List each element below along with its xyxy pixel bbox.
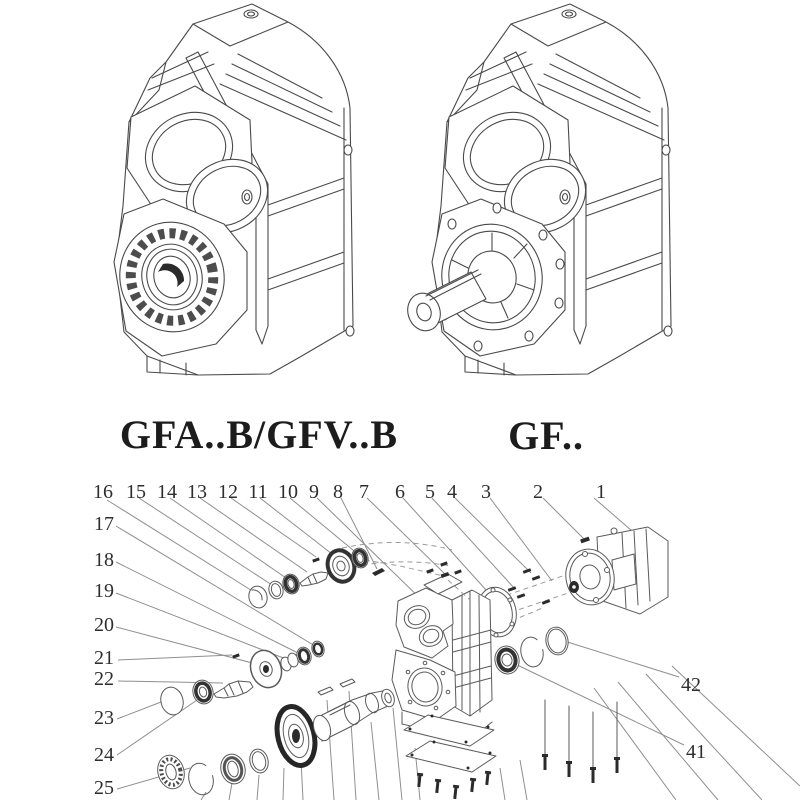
part-ball-bearing-25 (154, 752, 188, 792)
callout-41: 41 (686, 741, 706, 763)
callout-17: 17 (94, 513, 114, 535)
callout-5: 5 (425, 481, 435, 503)
part-circlip-motor-side (518, 635, 546, 669)
part-seal-output (218, 751, 249, 786)
part-housing (392, 561, 492, 740)
right-filler-plug-icon (562, 10, 576, 18)
part-studs (508, 568, 551, 605)
callout-13: 13 (187, 481, 207, 503)
part-circlip-output (185, 760, 216, 797)
caption-right-model: GF.. (508, 413, 584, 458)
callout-42: 42 (681, 674, 701, 696)
callout-12: 12 (218, 481, 238, 503)
callout-20: 20 (94, 614, 114, 636)
callout-22: 22 (94, 668, 114, 690)
left-rail-hole-bottom-icon (346, 326, 354, 336)
housing-side (452, 590, 492, 716)
callout-3: 3 (481, 481, 491, 503)
intermediate-shaft-assembly (158, 640, 326, 718)
part-cap-16 (246, 584, 269, 610)
part-oring-42 (543, 625, 570, 657)
part-spacer-output (247, 747, 271, 775)
figure-right-gear-unit (403, 4, 672, 375)
part-bolt-2 (580, 537, 590, 544)
callout-6: 6 (395, 481, 405, 503)
part-bearing-41 (492, 644, 521, 676)
callout-10: 10 (278, 481, 298, 503)
callout-9: 9 (309, 481, 319, 503)
output-shaft-assembly (154, 679, 396, 798)
callout-25: 25 (94, 777, 114, 799)
part-screw-21 (232, 653, 240, 658)
left-filler-plug-icon (244, 10, 258, 18)
figure-left-gear-unit (108, 4, 354, 375)
part-cover-bolts (416, 771, 491, 800)
part-key-a (318, 687, 333, 695)
callout-21: 21 (94, 647, 114, 669)
part-motor (561, 527, 668, 614)
part-key-b (340, 679, 355, 687)
part-through-bolts (542, 700, 620, 783)
part-pinion-shaft-22 (214, 681, 253, 698)
callout-24: 24 (94, 744, 114, 766)
right-rail-hole-bottom-icon (664, 326, 672, 336)
part-output-gear (271, 703, 320, 770)
motor-eyebolt-icon (611, 528, 617, 534)
motor-terminal-box (612, 554, 636, 590)
part-hollow-output-shaft (310, 688, 396, 743)
callout-16: 16 (93, 481, 113, 503)
part-gasket-lower (406, 741, 496, 773)
callout-18: 18 (94, 549, 114, 571)
callout-14: 14 (157, 481, 177, 503)
exploded-parts-diagram (93, 481, 800, 800)
callout-8: 8 (333, 481, 343, 503)
part-key-8 (372, 568, 385, 576)
part-seal-23 (158, 685, 186, 718)
callout-23: 23 (94, 707, 114, 729)
callout-1: 1 (596, 481, 606, 503)
input-shaft-assembly (246, 546, 370, 610)
callout-7: 7 (359, 481, 369, 503)
callout-19: 19 (94, 580, 114, 602)
part-bearing-14 (281, 572, 302, 595)
right-rail-hole-top-icon (662, 145, 670, 155)
callout-11: 11 (248, 481, 268, 503)
part-bearing-17 (310, 640, 326, 659)
callout-4: 4 (447, 481, 457, 503)
part-screw-12 (312, 557, 320, 562)
part-gasket-upper (404, 715, 494, 747)
callout-2: 2 (533, 481, 543, 503)
caption-left-model: GFA..B/GFV..B (119, 412, 399, 457)
part-pinion-shaft-13 (300, 572, 328, 586)
left-rail-hole-top-icon (344, 145, 352, 155)
callout-15: 15 (126, 481, 146, 503)
